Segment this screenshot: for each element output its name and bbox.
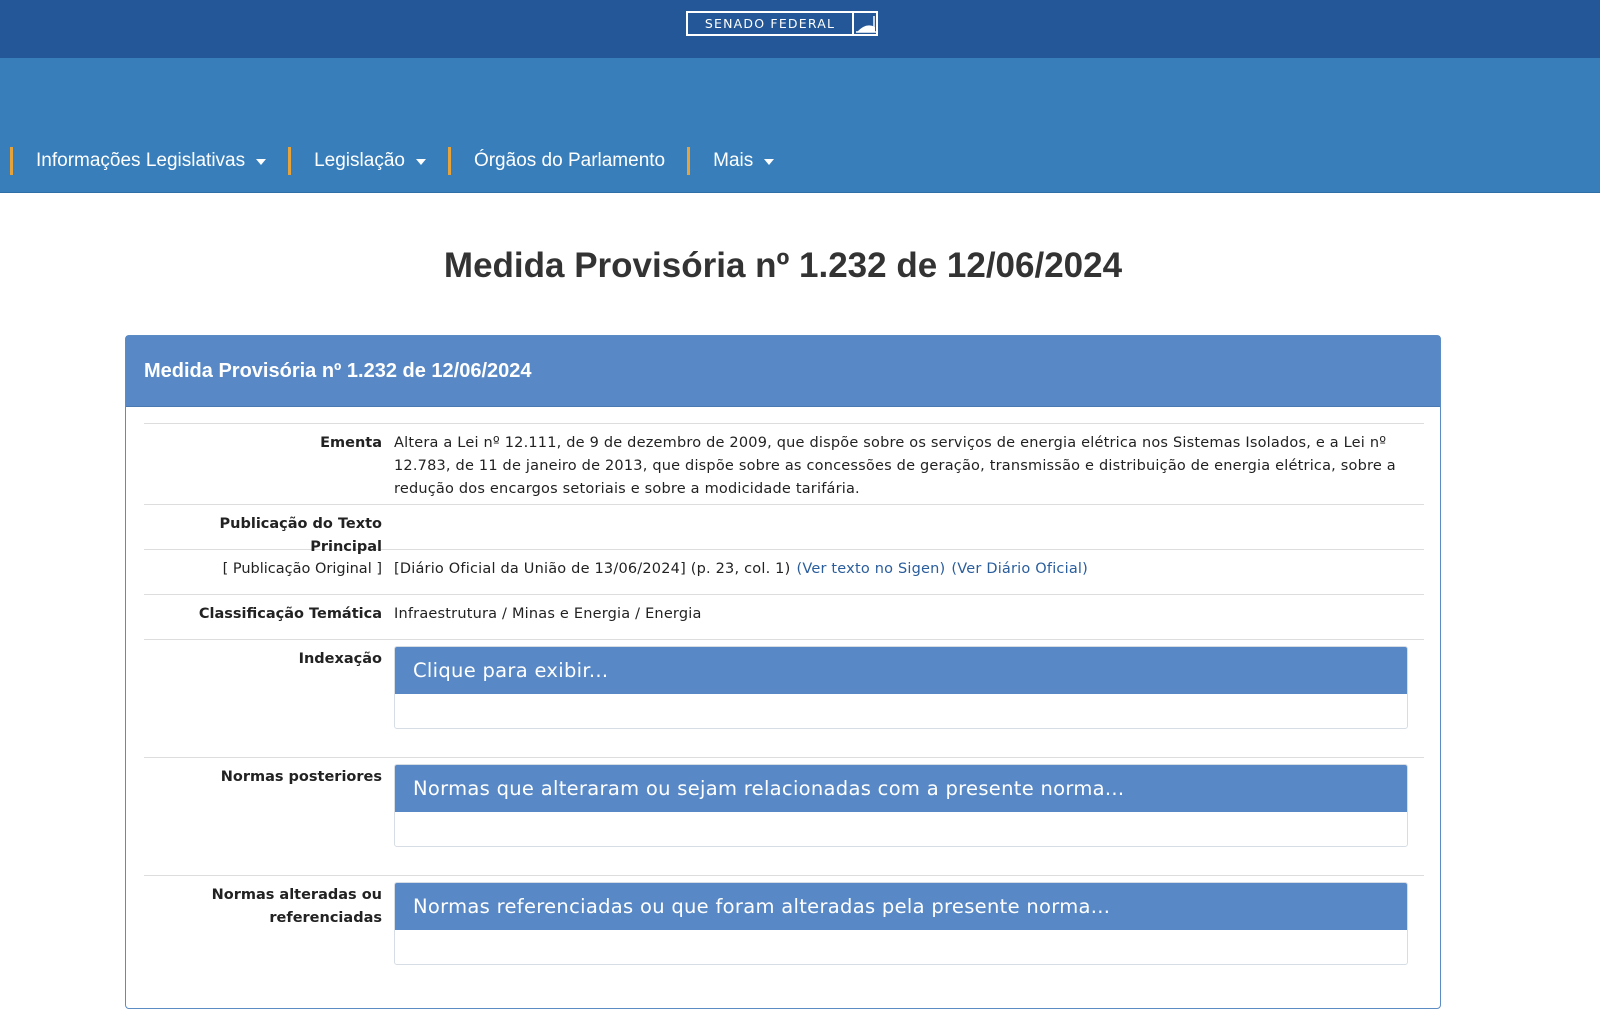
normas-alteradas-label-line-2: referenciadas (269, 910, 382, 926)
nav-item-orgaos-do-parlamento[interactable] (448, 147, 687, 175)
normas-posteriores-panel (394, 764, 1408, 847)
indexacao-panel-toggle[interactable]: Clique para exibir... (395, 647, 1407, 694)
row-publicacao-original (144, 549, 1424, 594)
nav-item-mais[interactable] (687, 147, 796, 175)
row-classificacao (144, 594, 1424, 639)
nav-item-legislacao[interactable] (288, 147, 448, 175)
nav-item-label: Mais (713, 150, 754, 171)
top-bar (0, 0, 1600, 58)
logo-text: SENADO FEDERAL (688, 13, 854, 34)
caret-down-icon (256, 159, 266, 165)
classificacao-label: Classificação Temática (198, 606, 382, 622)
normas-alteradas-panel-body (395, 930, 1407, 964)
nav-item-label: Informações Legislativas (36, 150, 246, 171)
publicacao-original-value (394, 550, 1424, 594)
indexacao-panel-body (395, 694, 1407, 728)
norma-card (125, 335, 1441, 1009)
senado-logo[interactable] (686, 11, 878, 36)
ementa-label: Ementa (320, 435, 382, 451)
classificacao-text: Infraestrutura / Minas e Energia / Energia (394, 606, 702, 622)
row-ementa (144, 423, 1424, 504)
row-normas-posteriores (144, 757, 1424, 875)
publicacao-original-label: [ Publicação Original ] (222, 561, 382, 577)
nav-item-informacoes-legislativas[interactable] (10, 147, 288, 175)
caret-down-icon (416, 159, 426, 165)
normas-alteradas-label-line-1: Normas alteradas ou (211, 887, 382, 903)
indexacao-panel (394, 646, 1408, 729)
normas-alteradas-label (144, 876, 394, 980)
normas-alteradas-panel (394, 882, 1408, 965)
caret-down-icon (764, 159, 774, 165)
row-publicacao (144, 504, 1424, 555)
normas-alteradas-panel-toggle[interactable]: Normas referenciadas ou que foram alteradas pela presente norma... (395, 883, 1407, 930)
nav-item-label: Órgãos do Parlamento (473, 150, 666, 171)
normas-posteriores-label: Normas posteriores (220, 769, 382, 785)
row-indexacao (144, 639, 1424, 757)
main-nav (10, 146, 796, 176)
publicacao-original-text: [Diário Oficial da União de 13/06/2024] (p. 23, col. 1) (394, 561, 791, 577)
publicacao-label: Publicação do Texto Principal (219, 516, 382, 555)
ver-diario-oficial-link[interactable]: (Ver Diário Oficial) (951, 561, 1089, 577)
card-header: Medida Provisória nº 1.232 de 12/06/2024 (126, 336, 1440, 407)
ementa-text: Altera a Lei nº 12.111, de 9 de dezembro de 2009, que dispõe sobre os serviços de energia elétrica nos Sistemas Isolados, e a Lei nº 12.783, de 11 de janeiro de 2013, que dispõe sobre as concessões de geração, transmissão e distribuição de energia elétrica, sobre a redução dos encargos setoriais e sobre a modicidade tarifária. (394, 435, 1396, 497)
nav-item-label: Legislação (314, 150, 405, 171)
normas-posteriores-panel-toggle[interactable]: Normas que alteraram ou sejam relacionadas com a presente norma... (395, 765, 1407, 812)
normas-posteriores-panel-body (395, 812, 1407, 846)
indexacao-label: Indexação (298, 651, 382, 667)
detail-rows (144, 423, 1424, 980)
row-normas-alteradas (144, 875, 1424, 980)
ver-texto-sigen-link[interactable]: (Ver texto no Sigen) (796, 561, 946, 577)
dome-icon (854, 13, 876, 34)
page-title: Medida Provisória nº 1.232 de 12/06/2024 (443, 246, 1123, 285)
